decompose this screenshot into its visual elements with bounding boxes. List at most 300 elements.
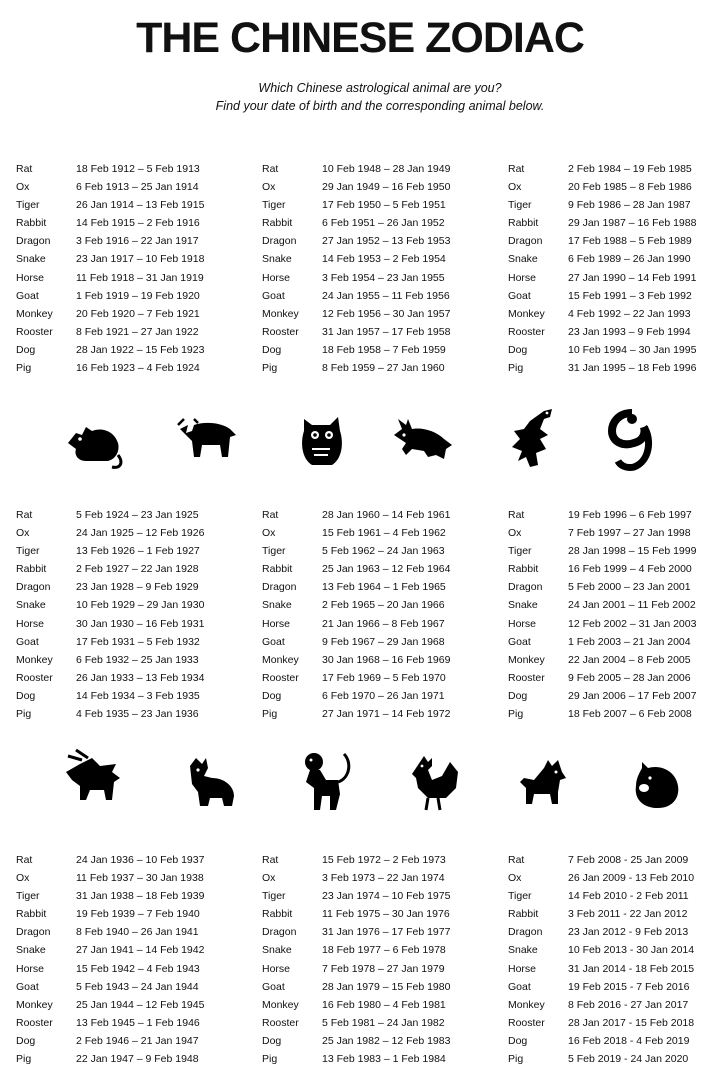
date-range: 25 Jan 1944 – 12 Feb 1945 — [76, 998, 205, 1011]
date-range: 11 Feb 1918 – 31 Jan 1919 — [76, 271, 204, 284]
zodiac-row — [262, 669, 502, 687]
animal-name: Snake — [508, 944, 538, 957]
zodiac-row — [508, 887, 720, 905]
ox-icon — [172, 405, 242, 475]
zodiac-row — [262, 214, 502, 232]
zodiac-row — [508, 905, 720, 923]
animal-name: Monkey — [16, 998, 53, 1011]
date-range: 13 Feb 1983 – 1 Feb 1984 — [322, 1053, 446, 1066]
animal-name: Rat — [16, 163, 33, 175]
date-range: 14 Feb 2010 - 2 Feb 2011 — [568, 890, 689, 903]
animal-name: Snake — [262, 944, 292, 957]
zodiac-row — [16, 196, 256, 214]
date-range: 1 Feb 2003 – 21 Jan 2004 — [568, 635, 691, 648]
date-range: 24 Jan 2001 – 11 Feb 2002 — [568, 599, 696, 612]
animal-name: Rabbit — [508, 217, 539, 230]
animal-name: Dragon — [508, 926, 543, 939]
zodiac-row — [508, 996, 720, 1014]
date-range: 30 Jan 1930 – 16 Feb 1931 — [76, 617, 205, 630]
zodiac-row — [16, 978, 256, 996]
animal-name: Horse — [508, 271, 537, 284]
date-range: 5 Feb 2000 – 23 Jan 2001 — [568, 581, 691, 594]
animal-name: Snake — [508, 253, 538, 266]
date-range: 4 Feb 1935 – 23 Jan 1936 — [76, 708, 199, 721]
animal-name: Monkey — [508, 653, 545, 666]
animal-name: Monkey — [16, 307, 53, 320]
zodiac-row — [508, 978, 720, 996]
animal-name: Horse — [508, 617, 537, 630]
zodiac-row — [508, 287, 720, 305]
date-range: 12 Feb 2002 – 31 Jan 2003 — [568, 617, 697, 630]
zodiac-row — [262, 887, 502, 905]
animal-name: Dragon — [262, 926, 297, 939]
zodiac-column — [16, 160, 256, 377]
zodiac-row — [16, 1032, 256, 1050]
zodiac-row — [508, 941, 720, 959]
date-range: 28 Jan 1922 – 15 Feb 1923 — [76, 343, 205, 356]
zodiac-row — [262, 524, 502, 542]
date-range: 18 Feb 2007 – 6 Feb 2008 — [568, 708, 692, 721]
zodiac-row — [16, 596, 256, 614]
zodiac-row — [16, 323, 256, 341]
animal-name: Snake — [262, 253, 292, 266]
date-range: 23 Jan 1928 – 9 Feb 1929 — [76, 581, 199, 594]
animal-name: Goat — [16, 289, 39, 302]
date-range: 2 Feb 1927 – 22 Jan 1928 — [76, 563, 199, 576]
date-range: 13 Feb 1926 – 1 Feb 1927 — [76, 545, 200, 558]
zodiac-row — [508, 178, 720, 196]
zodiac-row — [262, 178, 502, 196]
animal-name: Rat — [508, 854, 525, 866]
animal-name: Rabbit — [262, 563, 293, 576]
date-range: 10 Feb 1948 – 28 Jan 1949 — [322, 163, 451, 175]
zodiac-row — [262, 269, 502, 287]
zodiac-row — [508, 1050, 720, 1068]
date-range: 1 Feb 1919 – 19 Feb 1920 — [76, 289, 200, 302]
date-range: 2 Feb 1984 – 19 Feb 1985 — [568, 163, 692, 175]
horse-icon — [62, 748, 132, 818]
animal-name: Horse — [262, 271, 291, 284]
date-range: 7 Feb 1997 – 27 Jan 1998 — [568, 527, 691, 540]
date-range: 7 Feb 2008 - 25 Jan 2009 — [568, 854, 689, 866]
zodiac-row — [262, 651, 502, 669]
date-range: 16 Feb 1980 – 4 Feb 1981 — [322, 998, 446, 1011]
date-range: 11 Feb 1975 – 30 Jan 1976 — [322, 908, 450, 921]
zodiac-row — [262, 542, 502, 560]
date-range: 28 Jan 1979 – 15 Feb 1980 — [322, 980, 451, 993]
zodiac-column — [508, 506, 720, 723]
zodiac-column — [262, 851, 502, 1068]
date-range: 15 Feb 1961 – 4 Feb 1962 — [322, 527, 446, 540]
zodiac-row — [16, 633, 256, 651]
animal-name: Rooster — [16, 671, 53, 684]
date-range: 3 Feb 1916 – 22 Jan 1917 — [76, 235, 199, 248]
date-range: 29 Jan 2006 – 17 Feb 2007 — [568, 689, 697, 702]
date-range: 19 Feb 2015 - 7 Feb 2016 — [568, 980, 690, 993]
date-range: 22 Jan 2004 – 8 Feb 2005 — [568, 653, 691, 666]
zodiac-section-2 — [0, 506, 720, 726]
date-range: 5 Feb 2019 - 24 Jan 2020 — [568, 1053, 689, 1066]
animal-name: Monkey — [16, 653, 53, 666]
subtitle-line-1: Which Chinese astrological animal are you? — [258, 81, 502, 95]
zodiac-row — [262, 323, 502, 341]
animal-name: Rat — [262, 854, 279, 866]
animal-name: Rooster — [508, 325, 545, 338]
animal-name: Rabbit — [16, 217, 47, 230]
zodiac-row — [16, 287, 256, 305]
animal-name: Pig — [508, 1053, 524, 1066]
animal-name: Ox — [262, 181, 276, 194]
zodiac-row — [16, 869, 256, 887]
date-range: 6 Feb 1989 – 26 Jan 1990 — [568, 253, 691, 266]
animal-name: Monkey — [262, 307, 299, 320]
animal-name: Ox — [16, 527, 30, 540]
animal-name: Monkey — [508, 998, 545, 1011]
pig-icon — [622, 748, 692, 818]
zodiac-row — [16, 506, 256, 524]
zodiac-row — [16, 578, 256, 596]
animal-name: Monkey — [508, 307, 545, 320]
snake-icon — [598, 405, 668, 475]
date-range: 29 Jan 1949 – 16 Feb 1950 — [322, 181, 451, 194]
animal-name: Rooster — [16, 325, 53, 338]
date-range: 17 Feb 1931 – 5 Feb 1932 — [76, 635, 200, 648]
animal-name: Tiger — [16, 890, 40, 903]
zodiac-row — [508, 341, 720, 359]
animal-name: Rooster — [508, 1016, 545, 1029]
animal-name: Tiger — [16, 199, 40, 212]
date-range: 12 Feb 1956 – 30 Jan 1957 — [322, 307, 451, 320]
zodiac-row — [508, 651, 720, 669]
date-range: 14 Feb 1915 – 2 Feb 1916 — [76, 217, 200, 230]
date-range: 20 Feb 1920 – 7 Feb 1921 — [76, 307, 200, 320]
animal-name: Rooster — [262, 325, 299, 338]
zodiac-row — [262, 615, 502, 633]
zodiac-row — [262, 287, 502, 305]
zodiac-row — [508, 851, 720, 869]
animal-name: Rabbit — [16, 908, 47, 921]
animal-name: Rat — [262, 509, 279, 521]
animal-name: Snake — [16, 253, 46, 266]
animal-name: Rat — [508, 163, 525, 175]
zodiac-column — [262, 506, 502, 723]
zodiac-row — [16, 160, 256, 178]
zodiac-row — [16, 651, 256, 669]
animal-name: Pig — [262, 708, 278, 721]
animal-name: Snake — [508, 599, 538, 612]
subtitle-line-2: Find your date of birth and the corresponding animal below. — [215, 99, 545, 113]
animal-name: Tiger — [262, 890, 286, 903]
zodiac-row — [16, 1014, 256, 1032]
animal-name: Dog — [508, 343, 528, 356]
animal-name: Rat — [508, 509, 525, 521]
animal-name: Dragon — [16, 235, 51, 248]
date-range: 19 Feb 1939 – 7 Feb 1940 — [76, 908, 200, 921]
tiger-icon — [286, 405, 356, 475]
animal-name: Ox — [16, 181, 30, 194]
date-range: 17 Feb 1950 – 5 Feb 1951 — [322, 199, 446, 212]
animal-name: Goat — [16, 635, 39, 648]
date-range: 16 Feb 2018 - 4 Feb 2019 — [568, 1034, 690, 1047]
goat-icon — [176, 748, 246, 818]
zodiac-row — [262, 941, 502, 959]
date-range: 6 Feb 1970 – 26 Jan 1971 — [322, 689, 445, 702]
zodiac-row — [508, 232, 720, 250]
zodiac-row — [508, 687, 720, 705]
date-range: 15 Feb 1942 – 4 Feb 1943 — [76, 962, 200, 975]
date-range: 19 Feb 1996 – 6 Feb 1997 — [568, 509, 692, 521]
zodiac-row — [16, 923, 256, 941]
date-range: 31 Jan 2014 - 18 Feb 2015 — [568, 962, 695, 975]
zodiac-column — [262, 160, 502, 377]
animal-name: Pig — [262, 362, 278, 375]
date-range: 9 Feb 1986 – 28 Jan 1987 — [568, 199, 691, 212]
zodiac-row — [508, 305, 720, 323]
date-range: 15 Feb 1991 – 3 Feb 1992 — [568, 289, 692, 302]
zodiac-row — [508, 1032, 720, 1050]
zodiac-row — [16, 687, 256, 705]
date-range: 26 Jan 1933 – 13 Feb 1934 — [76, 671, 205, 684]
animal-name: Ox — [262, 527, 276, 540]
animal-name: Goat — [508, 980, 531, 993]
date-range: 2 Feb 1946 – 21 Jan 1947 — [76, 1034, 199, 1047]
zodiac-row — [16, 960, 256, 978]
zodiac-row — [262, 196, 502, 214]
zodiac-row — [508, 214, 720, 232]
animal-name: Tiger — [262, 545, 286, 558]
date-range: 26 Jan 1914 – 13 Feb 1915 — [76, 199, 205, 212]
date-range: 31 Jan 1995 – 18 Feb 1996 — [568, 362, 697, 375]
animal-name: Dog — [262, 343, 282, 356]
date-range: 29 Jan 1987 – 16 Feb 1988 — [568, 217, 697, 230]
animal-name: Dog — [262, 689, 282, 702]
animal-name: Horse — [508, 962, 537, 975]
date-range: 20 Feb 1985 – 8 Feb 1986 — [568, 181, 692, 194]
animal-name: Dragon — [508, 235, 543, 248]
zodiac-row — [16, 341, 256, 359]
animal-name: Ox — [262, 872, 276, 885]
animal-name: Tiger — [508, 199, 532, 212]
animal-name: Rooster — [16, 1016, 53, 1029]
dog-icon — [510, 748, 580, 818]
zodiac-row — [508, 160, 720, 178]
zodiac-row — [508, 923, 720, 941]
zodiac-row — [262, 305, 502, 323]
zodiac-row — [508, 1014, 720, 1032]
zodiac-row — [262, 1032, 502, 1050]
date-range: 8 Feb 1959 – 27 Jan 1960 — [322, 362, 445, 375]
date-range: 31 Jan 1976 – 17 Feb 1977 — [322, 926, 451, 939]
date-range: 31 Jan 1957 – 17 Feb 1958 — [322, 325, 451, 338]
animal-name: Rabbit — [508, 563, 539, 576]
animal-name: Rat — [16, 854, 33, 866]
icon-row-1 — [0, 405, 720, 495]
animal-name: Ox — [16, 872, 30, 885]
zodiac-row — [508, 323, 720, 341]
date-range: 7 Feb 1978 – 27 Jan 1979 — [322, 962, 445, 975]
zodiac-row — [16, 524, 256, 542]
animal-name: Rabbit — [16, 563, 47, 576]
animal-name: Rabbit — [508, 908, 539, 921]
date-range: 18 Feb 1912 – 5 Feb 1913 — [76, 163, 200, 175]
zodiac-row — [16, 887, 256, 905]
zodiac-column — [508, 160, 720, 377]
zodiac-row — [508, 524, 720, 542]
animal-name: Dog — [16, 689, 36, 702]
animal-name: Dog — [16, 1034, 36, 1047]
animal-name: Snake — [262, 599, 292, 612]
date-range: 27 Jan 1971 – 14 Feb 1972 — [322, 708, 451, 721]
zodiac-row — [262, 341, 502, 359]
date-range: 17 Feb 1988 – 5 Feb 1989 — [568, 235, 692, 248]
animal-name: Tiger — [508, 890, 532, 903]
zodiac-row — [262, 869, 502, 887]
zodiac-row — [262, 232, 502, 250]
date-range: 14 Feb 1934 – 3 Feb 1935 — [76, 689, 200, 702]
animal-name: Rooster — [262, 671, 299, 684]
date-range: 9 Feb 1967 – 29 Jan 1968 — [322, 635, 445, 648]
zodiac-row — [262, 633, 502, 651]
zodiac-row — [16, 941, 256, 959]
animal-name: Horse — [16, 617, 45, 630]
zodiac-row — [262, 996, 502, 1014]
date-range: 16 Feb 1999 – 4 Feb 2000 — [568, 563, 692, 576]
monkey-icon — [292, 748, 362, 818]
animal-name: Tiger — [16, 545, 40, 558]
date-range: 14 Feb 1953 – 2 Feb 1954 — [322, 253, 446, 266]
date-range: 3 Feb 2011 - 22 Jan 2012 — [568, 908, 688, 921]
animal-name: Goat — [262, 289, 285, 302]
date-range: 5 Feb 1924 – 23 Jan 1925 — [76, 509, 199, 521]
zodiac-row — [262, 578, 502, 596]
zodiac-row — [16, 214, 256, 232]
animal-name: Dragon — [16, 581, 51, 594]
zodiac-row — [16, 996, 256, 1014]
animal-name: Rat — [262, 163, 279, 175]
zodiac-row — [262, 506, 502, 524]
date-range: 10 Feb 2013 - 30 Jan 2014 — [568, 944, 695, 957]
animal-name: Dragon — [16, 926, 51, 939]
zodiac-row — [262, 705, 502, 723]
date-range: 23 Jan 1993 – 9 Feb 1994 — [568, 325, 691, 338]
animal-name: Rabbit — [262, 908, 293, 921]
date-range: 28 Jan 1960 – 14 Feb 1961 — [322, 509, 451, 521]
animal-name: Rooster — [262, 1016, 299, 1029]
zodiac-row — [262, 1014, 502, 1032]
date-range: 25 Jan 1982 – 12 Feb 1983 — [322, 1034, 451, 1047]
zodiac-row — [16, 250, 256, 268]
date-range: 24 Jan 1925 – 12 Feb 1926 — [76, 527, 205, 540]
date-range: 17 Feb 1969 – 5 Feb 1970 — [322, 671, 446, 684]
zodiac-row — [262, 851, 502, 869]
animal-name: Pig — [262, 1053, 278, 1066]
zodiac-row — [16, 305, 256, 323]
animal-name: Snake — [16, 599, 46, 612]
zodiac-row — [508, 705, 720, 723]
zodiac-row — [16, 851, 256, 869]
zodiac-row — [262, 978, 502, 996]
zodiac-row — [508, 869, 720, 887]
zodiac-row — [16, 232, 256, 250]
date-range: 8 Feb 2016 - 27 Jan 2017 — [568, 998, 689, 1011]
date-range: 8 Feb 1940 – 26 Jan 1941 — [76, 926, 199, 939]
zodiac-row — [262, 687, 502, 705]
date-range: 30 Jan 1968 – 16 Feb 1969 — [322, 653, 451, 666]
date-range: 9 Feb 2005 – 28 Jan 2006 — [568, 671, 691, 684]
date-range: 28 Jan 1998 – 15 Feb 1999 — [568, 545, 697, 558]
date-range: 13 Feb 1964 – 1 Feb 1965 — [322, 581, 446, 594]
zodiac-column — [16, 506, 256, 723]
date-range: 5 Feb 1943 – 24 Jan 1944 — [76, 980, 199, 993]
animal-name: Dog — [16, 343, 36, 356]
animal-name: Ox — [508, 527, 522, 540]
date-range: 27 Jan 1990 – 14 Feb 1991 — [568, 271, 697, 284]
zodiac-row — [508, 596, 720, 614]
date-range: 27 Jan 1952 – 13 Feb 1953 — [322, 235, 451, 248]
date-range: 4 Feb 1992 – 22 Jan 1993 — [568, 307, 691, 320]
animal-name: Goat — [262, 635, 285, 648]
animal-name: Rat — [16, 509, 33, 521]
zodiac-row — [262, 596, 502, 614]
zodiac-row — [16, 178, 256, 196]
rabbit-icon — [388, 405, 458, 475]
animal-name: Horse — [262, 962, 291, 975]
zodiac-section-3 — [0, 851, 720, 1071]
animal-name: Tiger — [262, 199, 286, 212]
zodiac-row — [16, 269, 256, 287]
zodiac-row — [262, 160, 502, 178]
zodiac-row — [16, 705, 256, 723]
zodiac-row — [16, 542, 256, 560]
date-range: 21 Jan 1966 – 8 Feb 1967 — [322, 617, 445, 630]
animal-name: Ox — [508, 181, 522, 194]
animal-name: Snake — [16, 944, 46, 957]
animal-name: Monkey — [262, 653, 299, 666]
animal-name: Pig — [508, 708, 524, 721]
zodiac-row — [508, 669, 720, 687]
zodiac-column — [508, 851, 720, 1068]
date-range: 3 Feb 1954 – 23 Jan 1955 — [322, 271, 445, 284]
zodiac-row — [508, 560, 720, 578]
date-range: 26 Jan 2009 - 13 Feb 2010 — [568, 872, 695, 885]
dragon-icon — [500, 405, 570, 475]
animal-name: Pig — [16, 362, 32, 375]
zodiac-row — [508, 506, 720, 524]
date-range: 18 Feb 1958 – 7 Feb 1959 — [322, 343, 446, 356]
zodiac-row — [16, 669, 256, 687]
animal-name: Goat — [16, 980, 39, 993]
animal-name: Goat — [262, 980, 285, 993]
animal-name: Dragon — [508, 581, 543, 594]
date-range: 23 Jan 1917 – 10 Feb 1918 — [76, 253, 205, 266]
animal-name: Horse — [16, 962, 45, 975]
date-range: 10 Feb 1994 – 30 Jan 1995 — [568, 343, 697, 356]
animal-name: Pig — [508, 362, 524, 375]
animal-name: Dog — [508, 1034, 528, 1047]
date-range: 13 Feb 1945 – 1 Feb 1946 — [76, 1016, 200, 1029]
date-range: 10 Feb 1929 – 29 Jan 1930 — [76, 599, 205, 612]
rat-icon — [58, 405, 128, 475]
zodiac-row — [262, 250, 502, 268]
rooster-icon — [398, 748, 468, 818]
animal-name: Tiger — [508, 545, 532, 558]
date-range: 8 Feb 1921 – 27 Jan 1922 — [76, 325, 199, 338]
zodiac-row — [508, 269, 720, 287]
animal-name: Horse — [262, 617, 291, 630]
date-range: 16 Feb 1923 – 4 Feb 1924 — [76, 362, 200, 375]
date-range: 6 Feb 1951 – 26 Jan 1952 — [322, 217, 445, 230]
date-range: 6 Feb 1913 – 25 Jan 1914 — [76, 181, 199, 194]
